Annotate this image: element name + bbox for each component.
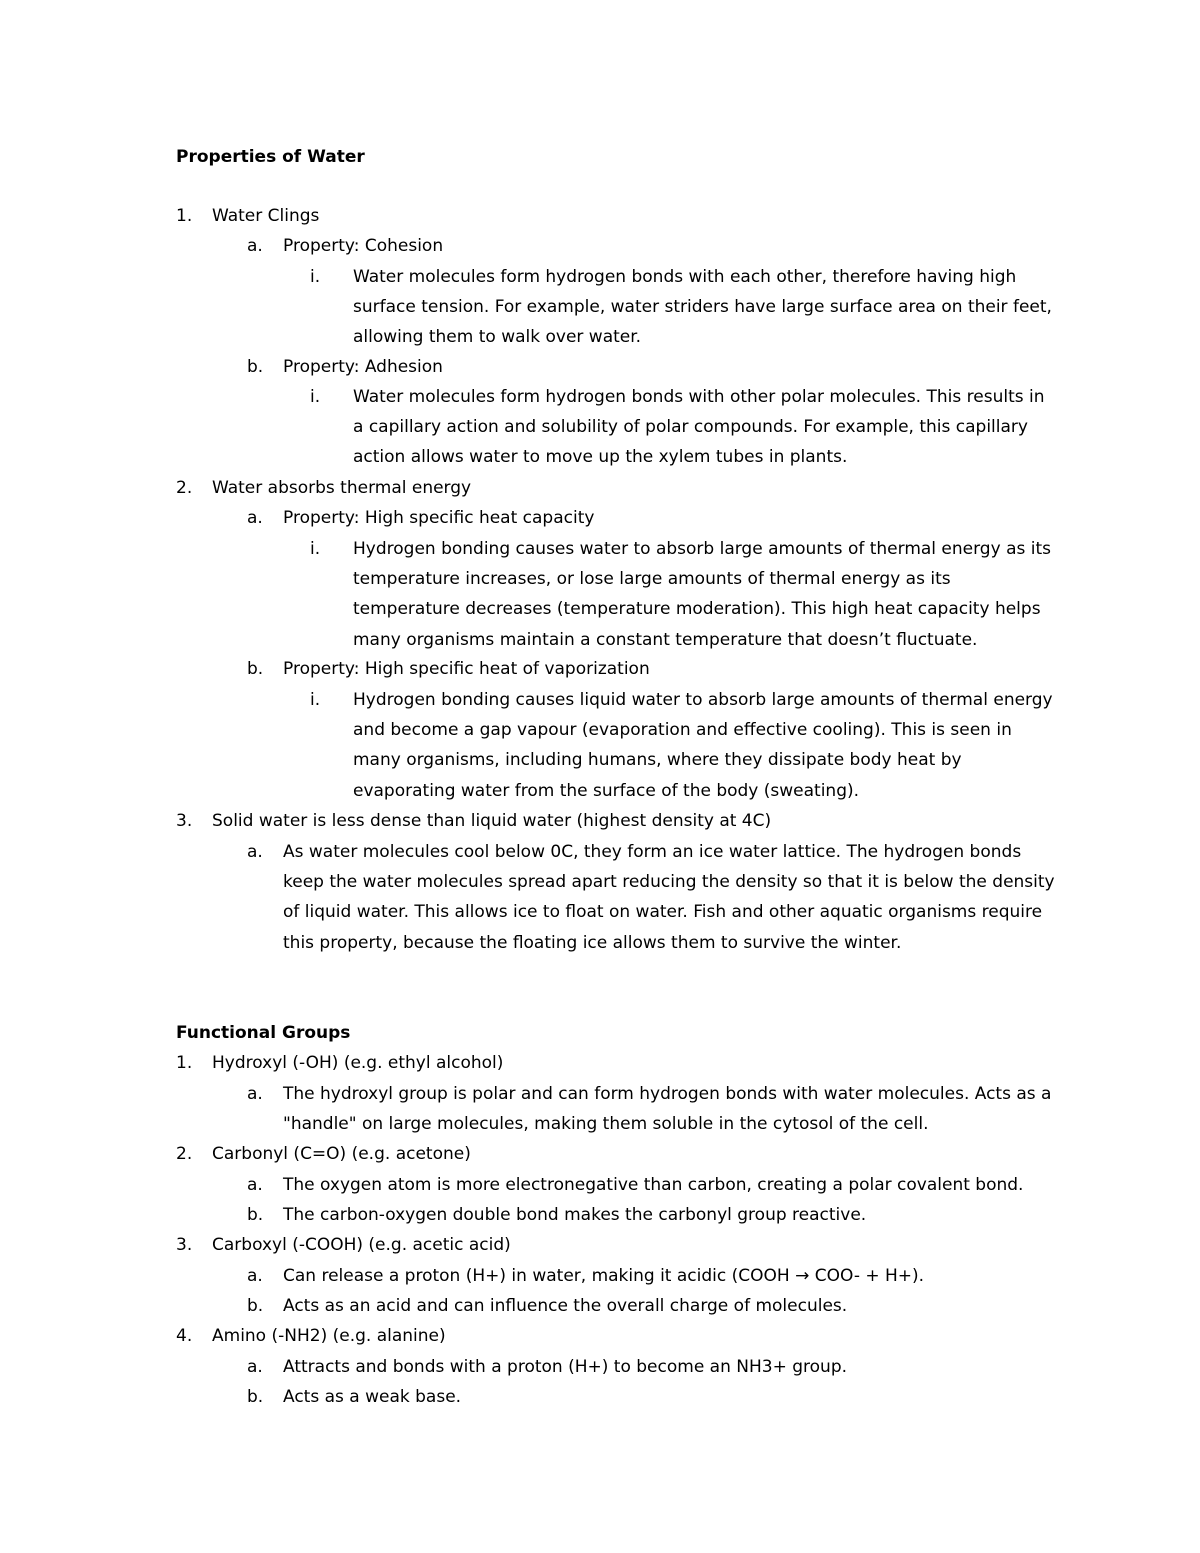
list-item-text: Property: Cohesion [283,236,444,256]
list-item-text: Acts as an acid and can influence the overall charge of molecules. [283,1296,848,1316]
list-item-text: Property: High specific heat capacity [283,508,595,528]
list-item-text: Property: High specific heat of vaporization [283,659,650,679]
list-marker: 2. [176,1144,193,1164]
list-item-text: Amino (-NH2) (e.g. alanine) [212,1326,446,1346]
list-item-text: Hydrogen bonding causes water to absorb large amounts of thermal energy as its temperature increases, or lose large amounts of thermal energy as its temperature decreases (temperature moderation). This high heat capacity helps many organisms maintain a constant temperature that doesn’t fluctuate. [353,539,1051,650]
list-marker: 3. [176,811,193,831]
list-item-text: Acts as a weak base. [283,1387,462,1407]
list-item-text: Hydroxyl (-OH) (e.g. ethyl alcohol) [212,1053,504,1073]
list-item-text: Hydrogen bonding causes liquid water to absorb large amounts of thermal energy and become a gap vapour (evaporation and effective cooling). This is seen in many organisms, including humans, where they dissipate body heat by evaporating water from the surface of the body (sweating). [353,690,1053,801]
list-marker: 4. [176,1326,193,1346]
list-item-text: Carboxyl (-COOH) (e.g. acetic acid) [212,1235,511,1255]
list-item-text: Carbonyl (C=O) (e.g. acetone) [212,1144,471,1164]
list-marker: b. [247,1205,264,1225]
list-marker: i. [310,267,321,287]
list-marker: b. [247,1387,264,1407]
list-marker: i. [310,690,321,710]
list-item-text: Water molecules form hydrogen bonds with other polar molecules. This results in a capillary action and solubility of polar compounds. For example, this capillary action allows water to move up the xylem tubes in plants. [353,387,1045,468]
list-item-text: Water absorbs thermal energy [212,478,472,498]
section-title-properties-of-water: Properties of Water [176,147,365,167]
list-marker: a. [247,1084,263,1104]
list-item-text: Can release a proton (H+) in water, making it acidic (COOH → COO- + H+). [283,1266,925,1286]
list-item-text: Attracts and bonds with a proton (H+) to become an NH3+ group. [283,1357,848,1377]
list-item-text: The carbon-oxygen double bond makes the carbonyl group reactive. [283,1205,867,1225]
list-marker: i. [310,539,321,559]
list-marker: a. [247,1357,263,1377]
list-marker: a. [247,1175,263,1195]
list-marker: a. [247,842,263,862]
list-item-text: The hydroxyl group is polar and can form hydrogen bonds with water molecules. Acts as a "handle" on large molecules, making them soluble in the cytosol of the cell. [283,1084,1052,1135]
list-marker: 3. [176,1235,193,1255]
list-item-text: Solid water is less dense than liquid water (highest density at 4C) [212,811,772,831]
list-marker: b. [247,1296,264,1316]
list-item-text: Property: Adhesion [283,357,443,377]
list-item-text: The oxygen atom is more electronegative than carbon, creating a polar covalent bond. [283,1175,1024,1195]
list-marker: a. [247,1266,263,1286]
list-marker: 1. [176,206,193,226]
list-item-text: Water molecules form hydrogen bonds with each other, therefore having high surface tension. For example, water striders have large surface area on their feet, allowing them to walk over water. [353,267,1052,348]
list-marker: a. [247,236,263,256]
list-item-text: Water Clings [212,206,320,226]
list-marker: b. [247,659,264,679]
list-item-text: As water molecules cool below 0C, they form an ice water lattice. The hydrogen bonds keep the water molecules spread apart reducing the density so that it is below the density of liquid water. This allows ice to float on water. Fish and other aquatic organisms require this property, because the floating ice allows them to survive the winter. [283,842,1055,953]
list-marker: a. [247,508,263,528]
list-marker: 2. [176,478,193,498]
list-marker: 1. [176,1053,193,1073]
section-title-functional-groups: Functional Groups [176,1023,351,1043]
list-marker: i. [310,387,321,407]
list-marker: b. [247,357,264,377]
